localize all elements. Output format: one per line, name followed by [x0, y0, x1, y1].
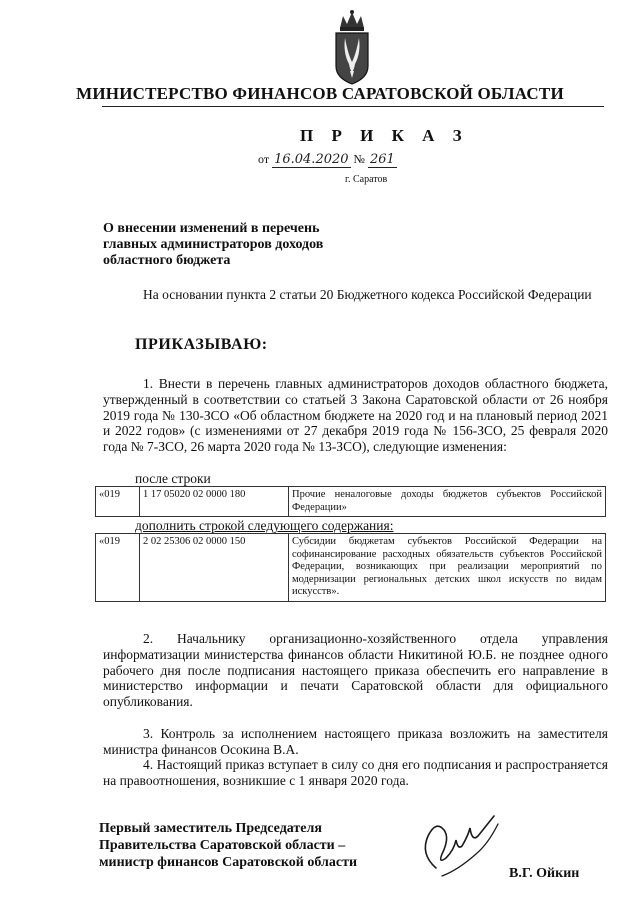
income-code-cell: 2 02 25306 02 0000 150: [140, 534, 289, 602]
signer-line-3: министр финансов Саратовской области: [99, 855, 358, 870]
date-number-line: [258, 152, 397, 168]
subject-line-1: О внесении изменений в перечень: [103, 221, 320, 236]
document-subject: [103, 221, 403, 269]
date-value: 16.04.2020: [274, 152, 349, 167]
paragraph-2: 2. Начальнику организационно-хозяйственного отдела управления информатизации министерства финансов области Никитиной Ю.Б. не позднее одного рабочего дня после подписания настоящего приказа обеспечить его направление в министерство информации и печати Саратовской области для официального опубликования.: [103, 631, 608, 710]
income-name-cell: Субсидии бюджетам субъектов Российской Федерации на софинансирование расходных обязательств субъектов Российской Федерации, возникающих при реализации мероприятий по модернизации региональных детских школ искусств по видам искусств».: [289, 534, 606, 602]
orders-heading: ПРИКАЗЫВАЮ:: [135, 336, 268, 353]
header-divider: [102, 106, 604, 107]
subject-line-2: главных администраторов доходов: [103, 237, 324, 252]
admin-code-cell: «019: [96, 487, 140, 517]
new-row-table: [95, 533, 606, 602]
admin-code-cell: «019: [96, 534, 140, 602]
legal-basis: На основании пункта 2 статьи 20 Бюджетного кодекса Российской Федерации: [143, 287, 592, 302]
subject-line-3: областного бюджета: [103, 253, 231, 268]
table-row: [96, 487, 606, 517]
number-value: 261: [369, 152, 395, 167]
ministry-title: МИНИСТЕРСТВО ФИНАНСОВ САРАТОВСКОЙ ОБЛАСТИ: [76, 84, 564, 103]
signer-title: [99, 820, 399, 871]
document-type: П Р И К А З: [300, 126, 469, 145]
table-row: [96, 534, 606, 602]
date-prefix: от: [258, 152, 270, 166]
signer-line-2: Правительства Саратовской области –: [99, 838, 346, 853]
income-code-cell: 1 17 05020 02 0000 180: [140, 487, 289, 517]
add-row-label: дополнить строкой следующего содержания:: [135, 518, 394, 533]
signer-line-1: Первый заместитель Председателя: [99, 821, 322, 836]
coat-of-arms-icon: [331, 8, 373, 86]
after-row-label: после строки: [135, 471, 211, 486]
city: г. Саратов: [345, 174, 388, 185]
number-prefix: №: [353, 152, 365, 166]
existing-row-table: [95, 486, 606, 517]
paragraph-4: 4. Настоящий приказ вступает в силу со дня его подписания и распространяется на правоотношения, возникшие с 1 января 2020 года.: [103, 757, 608, 788]
handwritten-signature-icon: [398, 806, 518, 886]
paragraph-1: 1. Внести в перечень главных администраторов доходов областного бюджета, утвержденный в соответствии со статьей 3 Закона Саратовской области от 26 ноября 2019 года № 130-ЗСО «Об областном бюджете на 2020 год и на плановый период 2021 и 2022 годов» (с изменениями от 27 декабря 2019 года № 156-ЗСО, 25 февраля 2020 года № 7-ЗСО, 26 марта 2020 года № 13-ЗСО), следующие изменения:: [103, 376, 608, 455]
paragraph-3: 3. Контроль за исполнением настоящего приказа возложить на заместителя министра финансов Осокина В.А.: [103, 726, 608, 757]
signer-name: В.Г. Ойкин: [509, 866, 580, 881]
income-name-cell: Прочие неналоговые доходы бюджетов субъектов Российской Федерации»: [289, 487, 606, 517]
